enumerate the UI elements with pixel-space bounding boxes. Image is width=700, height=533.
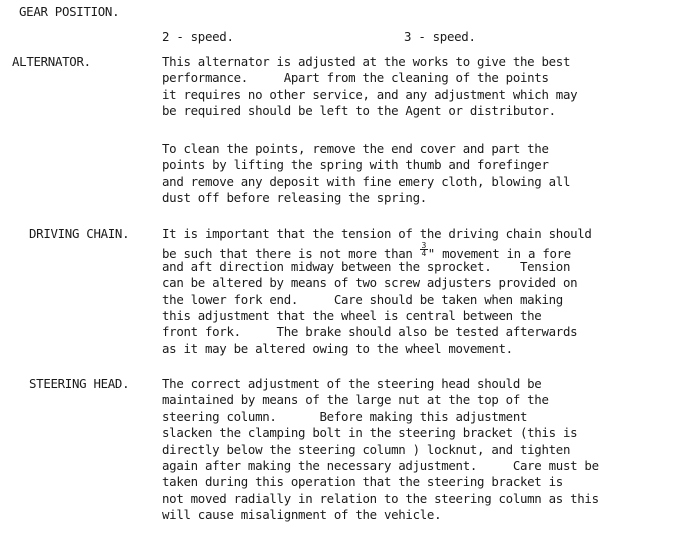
alternator-paragraph-2 [162,141,692,207]
steering-head-line: taken during this operation that the steering bracket is [162,474,563,490]
alternator-p1-line: This alternator is adjusted at the works to give the best [162,54,571,69]
gear-option-3-speed: 3 - speed. [404,29,476,44]
driving-chain-line: as it may be altered owing to the wheel movement. [162,340,513,356]
alternator-paragraph-1 [162,54,692,120]
steering-head-line: will cause misalignment of the vehicle. [162,507,442,523]
three-quarter-fraction [420,242,428,257]
driving-chain-line: It is important that the tension of the driving chain should [162,226,592,241]
driving-chain-line: this adjustment that the wheel is central between the [162,307,542,323]
steering-head-line: again after making the necessary adjustment. Care must be [162,457,599,473]
driving-chain-line: front fork. The brake should also be tested afterwards [162,324,578,340]
alternator-p2-line: points by lifting the spring with thumb and forefinger [162,157,549,173]
fraction-denominator: 4 [421,249,427,259]
driving-chain-line: the lower fork end. Care should be taken when making [162,291,563,307]
steering-head-line: slacken the clamping bolt in the steering bracket (this is [162,425,578,441]
driving-chain-line: can be altered by means of two screw adjusters provided on [162,275,578,291]
driving-chain-line-fraction [162,241,692,262]
alternator-p2-line: and remove any deposit with fine emery cloth, blowing all [162,173,571,189]
alternator-heading: ALTERNATOR. [12,54,91,69]
driving-chain-heading: DRIVING CHAIN. [29,226,130,241]
gear-position-heading: GEAR POSITION. [19,4,120,19]
driving-chain-line2-before: be such that there is not more than [162,246,420,262]
driving-chain-line: and aft direction midway between the sprocket. Tension [162,258,571,274]
steering-head-line: maintained by means of the large nut at the top of the [162,392,549,408]
alternator-p2-line: dust off before releasing the spring. [162,190,427,206]
alternator-p1-line: be required should be left to the Agent or distributor. [162,103,556,119]
steering-head-heading: STEERING HEAD. [29,376,130,391]
steering-head-line: The correct adjustment of the steering head should be [162,376,542,391]
steering-head-paragraph [162,376,692,524]
gear-option-2-speed: 2 - speed. [162,29,234,44]
steering-head-line: directly below the steering column ) locknut, and tighten [162,441,571,457]
alternator-p1-line: it requires no other service, and any adjustment which may [162,86,578,102]
driving-chain-line2-after: " movement in a fore [427,246,571,262]
alternator-p2-line: To clean the points, remove the end cover and part the [162,141,549,156]
steering-head-line: steering column. Before making this adjustment [162,408,528,424]
driving-chain-paragraph [162,226,692,357]
fraction-numerator: 3 [421,241,427,251]
alternator-p1-line: performance. Apart from the cleaning of the points [162,70,549,86]
steering-head-line: not moved radially in relation to the steering column as this [162,490,599,506]
